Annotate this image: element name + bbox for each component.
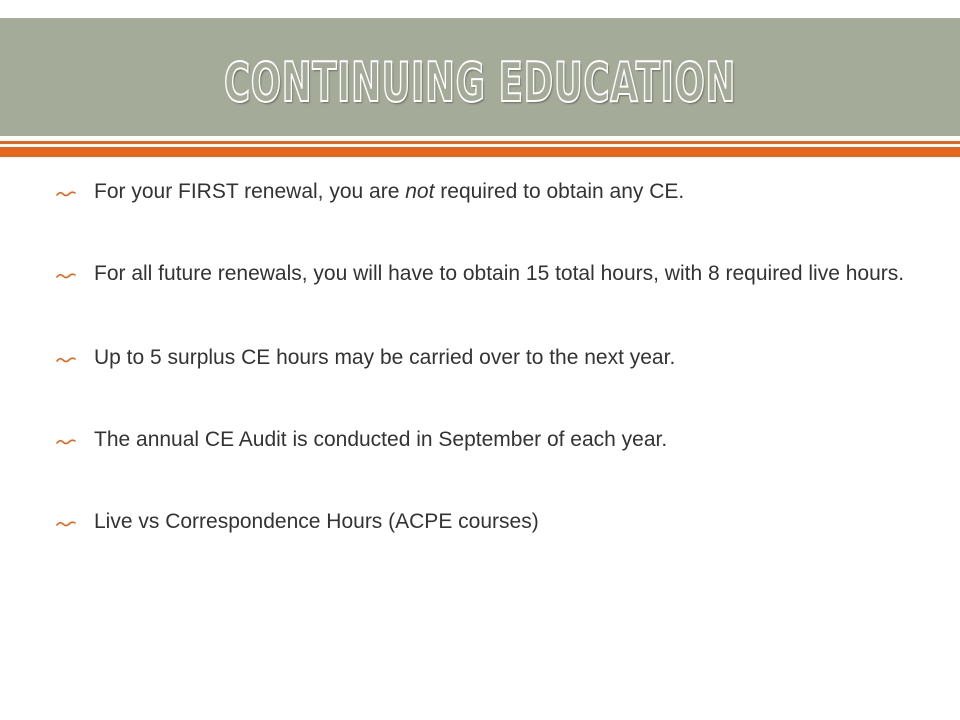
bullet-text: The annual CE Audit is conducted in September of each year. bbox=[94, 428, 668, 451]
bullet-list bbox=[56, 176, 936, 588]
bullet-text-end: required to obtain any CE. bbox=[434, 180, 685, 203]
wave-bullet-icon bbox=[56, 272, 76, 280]
bullet-item bbox=[56, 176, 936, 208]
bullet-item bbox=[56, 342, 936, 374]
wave-bullet-icon bbox=[56, 190, 76, 198]
bullet-item bbox=[56, 424, 936, 456]
wave-bullet-icon bbox=[56, 356, 76, 364]
bullet-item bbox=[56, 506, 936, 538]
wave-bullet-icon bbox=[56, 438, 76, 446]
wave-bullet-icon bbox=[56, 520, 76, 528]
accent-line-thin bbox=[0, 141, 960, 144]
bullet-text: For all future renewals, you will have to obtain 15 total hours, with 8 required live hours. bbox=[94, 262, 905, 285]
bullet-text: Live vs Correspondence Hours (ACPE courses) bbox=[94, 510, 539, 533]
bullet-item bbox=[56, 258, 936, 290]
bullet-text-start: For your FIRST renewal, you are bbox=[94, 180, 406, 203]
accent-line-thick bbox=[0, 147, 960, 157]
slide-title: CONTINUING EDUCATION bbox=[223, 51, 737, 114]
bullet-text-emphasis: not bbox=[405, 180, 435, 203]
bullet-text: Up to 5 surplus CE hours may be carried over to the next year. bbox=[94, 346, 676, 369]
